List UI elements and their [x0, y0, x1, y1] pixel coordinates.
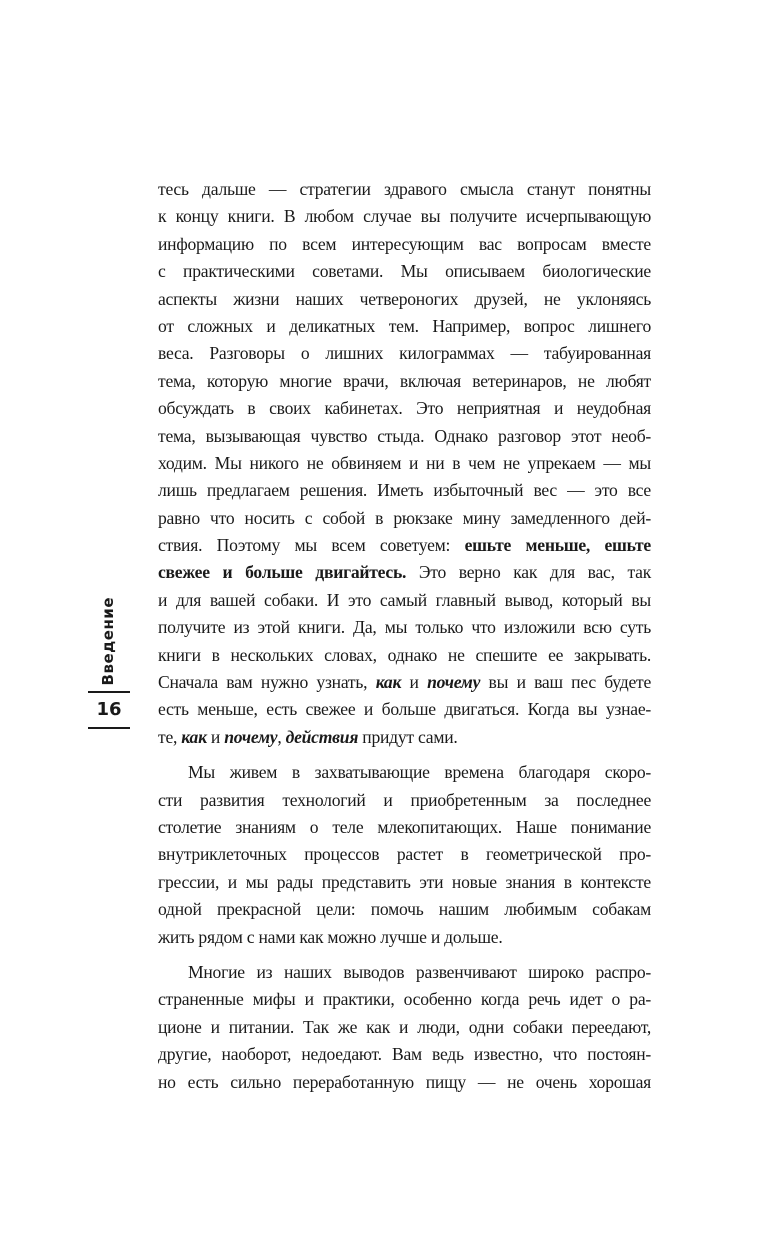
italic-term: почему [224, 726, 278, 747]
text-line: ционе и питании. Так же как и люди, одни собаки переедают, [158, 1016, 651, 1037]
italic-term: действия [285, 726, 359, 747]
text-line: одной прекрасной цели: помочь нашим любимым собакам [158, 899, 651, 920]
page-number: 16 [96, 699, 122, 720]
text-line: страненные мифы и практики, особенно когда речь идет о ра- [158, 989, 651, 1010]
paragraph-1 [158, 176, 651, 751]
text-run: вы и ваш пес будете [480, 672, 652, 693]
italic-term: как [181, 726, 207, 747]
text-line: к концу книги. В любом случае вы получите исчерпывающую [158, 206, 651, 227]
text-line: с практическими советами. Мы описываем биологические [158, 261, 651, 282]
text-run: придут сами. [358, 726, 458, 747]
text-run: и [401, 672, 428, 693]
text-line: жить рядом с нами как можно лучше и дольше. [158, 926, 503, 947]
text-line: грессии, и мы рады представить эти новые знания в контексте [158, 871, 651, 892]
text-line: внутриклеточных процессов растет в геометрической про- [158, 844, 651, 865]
text-line: ходим. Мы никого не обвиняем и ни в чем не упрекаем — мы [158, 452, 651, 473]
text-line: книги в нескольких словах, однако не спешите ее закрывать. [158, 644, 651, 665]
text-line [158, 532, 651, 559]
paragraph-2 [158, 759, 651, 951]
text-run: Это верно как для вас, так [406, 562, 651, 583]
text-line: Многие из наших выводов развенчивают широко распро- [188, 961, 651, 982]
text-line: другие, наоборот, недоедают. Вам ведь известно, что постоян- [158, 1044, 651, 1065]
bold-advice: свежее и больше двигайтесь. [158, 562, 407, 583]
text-line: аспекты жизни наших четвероногих друзей, не уклоняясь [158, 288, 651, 309]
italic-term: почему [427, 672, 481, 693]
text-line: от сложных и деликатных тем. Например, вопрос лишнего [158, 315, 651, 336]
paragraph-gap [158, 951, 651, 959]
page-number-rule-top [88, 691, 130, 693]
text-run: и [206, 726, 225, 747]
text-line [158, 559, 651, 586]
text-run: ствия. Поэтому мы всем советуем: [158, 535, 465, 556]
body-text [158, 176, 651, 1096]
text-run: те, [158, 726, 182, 747]
text-line: есть меньше, есть свежее и больше двигаться. Когда вы узнае- [158, 699, 651, 720]
text-line: тема, которую многие врачи, включая ветеринаров, не любят [158, 370, 651, 391]
text-line: обсуждать в своих кабинетах. Это неприятная и неудобная [158, 398, 651, 419]
page-number-rule-bottom [88, 727, 130, 729]
running-section-title: Введение [99, 597, 117, 686]
text-line: сти развития технологий и приобретенным за последнее [158, 789, 651, 810]
text-line: Мы живем в захватывающие времена благодаря скоро- [188, 762, 651, 783]
text-line: информацию по всем интересующим вас вопросам вместе [158, 233, 651, 254]
text-run: Сначала вам нужно узнать, [158, 672, 376, 693]
text-line: получите из этой книги. Да, мы только что изложили всю суть [158, 617, 651, 638]
text-line: и для вашей собаки. И это самый главный вывод, который вы [158, 589, 651, 610]
paragraph-3 [158, 959, 651, 1096]
text-line: веса. Разговоры о лишних килограммах — табуированная [158, 343, 651, 364]
text-line: но есть сильно переработанную пищу — не очень хорошая [158, 1071, 651, 1092]
text-line: равно что носить с собой в рюкзаке мину замедленного дей- [158, 507, 651, 528]
text-line: лишь предлагаем решения. Иметь избыточный вес — это все [158, 480, 651, 501]
text-run: , [277, 726, 286, 747]
text-line [158, 724, 651, 751]
text-line [158, 669, 651, 696]
text-line: тесь дальше — стратегии здравого смысла станут понятны [158, 179, 651, 199]
text-line: столетие знаниям о теле млекопитающих. Наше понимание [158, 816, 651, 837]
italic-term: как [375, 672, 402, 693]
bold-advice: ешьте меньше, ешьте [464, 535, 651, 556]
paragraph-gap [158, 751, 651, 759]
text-line: тема, вызывающая чувство стыда. Однако разговор этот необ- [158, 425, 651, 446]
